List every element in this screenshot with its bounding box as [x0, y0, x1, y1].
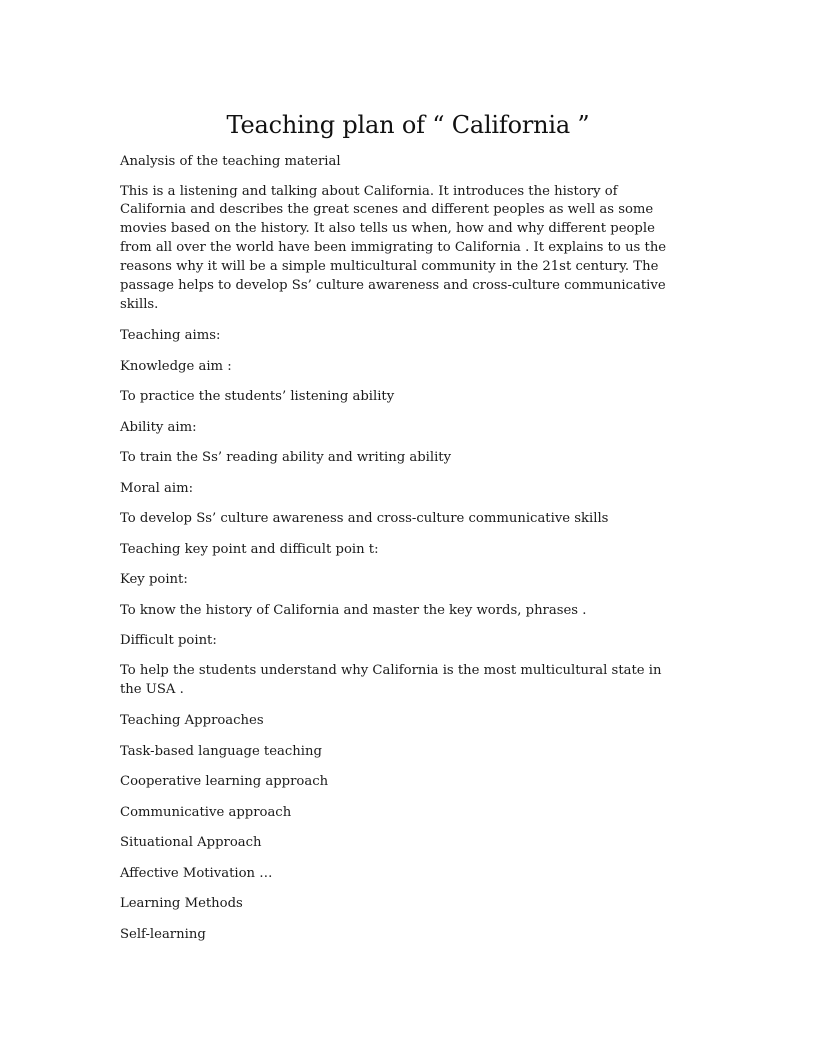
ability-aim-label: Ability aim: [120, 419, 197, 435]
section-heading-learning-methods: Learning Methods [120, 896, 243, 912]
key-point-text: To know the history of California and master the key words, phrases . [120, 602, 587, 618]
section-heading-teaching-aims: Teaching aims: [120, 328, 221, 344]
approach-item: Affective Motivation … [120, 865, 273, 881]
knowledge-aim-text: To practice the students’ listening ability [120, 389, 395, 405]
moral-aim-text: To develop Ss’ culture awareness and cross-culture communicative skills [120, 511, 609, 527]
approach-item: Communicative approach [120, 804, 292, 820]
approach-item: Situational Approach [120, 835, 262, 851]
approach-item: Cooperative learning approach [120, 774, 329, 790]
section-heading-analysis: Analysis of the teaching material [120, 154, 341, 169]
ability-aim-text: To train the Ss’ reading ability and writing ability [120, 450, 452, 466]
analysis-paragraph: This is a listening and talking about California. It introduces the history of California and describes the great scenes and different peoples as well as some movies based on the history. It also tells us when, how and why different people from all over the world have been immigrating to California . It explains to us the reasons why it will be a simple multicultural community in the 21st century. The passage helps to develop Ss’ culture awareness and cross-culture communicative skills. [120, 183, 667, 312]
difficult-point-text: To help the students understand why California is the most multicultural state in the USA . [120, 662, 662, 697]
difficult-point-label: Difficult point: [120, 633, 217, 649]
key-point-label: Key point: [120, 572, 188, 588]
section-heading-key-points: Teaching key point and difficult poin t: [120, 541, 379, 557]
learning-method-item: Self-learning [120, 926, 206, 942]
section-heading-approaches: Teaching Approaches [120, 713, 264, 729]
document-title: Teaching plan of “ California ” [226, 111, 590, 139]
approach-item: Task-based language teaching [120, 743, 322, 759]
knowledge-aim-label: Knowledge aim : [120, 358, 232, 374]
document-body [120, 152, 686, 955]
moral-aim-label: Moral aim: [120, 480, 194, 496]
